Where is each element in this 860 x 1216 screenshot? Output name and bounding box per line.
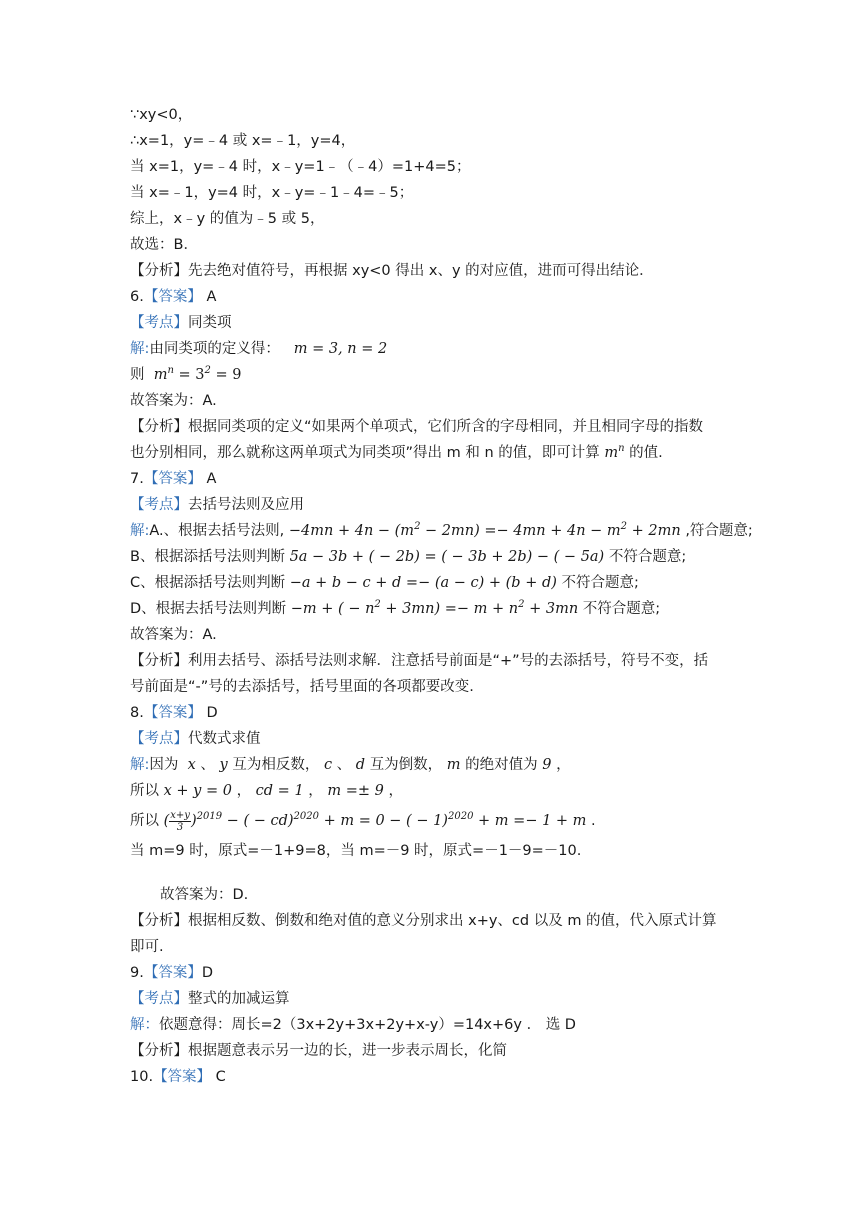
question-number: 10.	[130, 1069, 154, 1085]
topic-text: 去括号法则及应用	[188, 497, 304, 513]
question-number: 9.	[130, 965, 144, 981]
analysis-text: 根据相反数、倒数和绝对值的意义分别求出 x+y、cd 以及 m 的值，代入原式计算	[188, 913, 717, 929]
answer-value: A	[206, 471, 217, 487]
math-expression	[291, 601, 578, 617]
analysis-line	[130, 1038, 730, 1064]
solution-line: 综上，x﹣y 的值为﹣5 或 5，	[130, 211, 325, 227]
analysis-label: 【分析】	[130, 263, 188, 279]
math-superscript: n	[618, 443, 625, 454]
math-expression	[154, 367, 242, 383]
solution-label: 解:	[130, 757, 150, 773]
analysis-text: 的值.	[624, 445, 663, 461]
math-variable: m	[446, 757, 461, 773]
math-variable: x	[187, 757, 196, 773]
solution-text: 不符合题意;	[561, 575, 639, 591]
answer-line-q10	[130, 1064, 730, 1090]
solution-text: D、根据去括号法则判断	[130, 601, 287, 617]
solution-text: 互为倒数，	[369, 757, 443, 773]
solution-line	[130, 778, 730, 804]
solution-text: ，	[556, 757, 571, 773]
math-expression: −a + b − c + d =− (a − c) + (b + d)	[289, 575, 557, 591]
question-number: 6.	[130, 289, 144, 305]
topic-label: 【考点】	[130, 991, 188, 1007]
analysis-label: 【分析】	[130, 1043, 188, 1059]
solution-line	[130, 804, 730, 838]
solution-line	[130, 752, 730, 778]
topic-line	[130, 986, 730, 1012]
math-superscript: 2020	[293, 811, 319, 822]
math-part: = 3	[173, 367, 205, 383]
solution-text: 所以	[130, 813, 159, 829]
math-part: m	[604, 445, 619, 461]
analysis-text: 根据同类项的定义“如果两个单项式，它们所含的字母相同，并且相同字母的指数	[188, 419, 704, 435]
math-variable: c	[323, 757, 333, 773]
math-expression: 5a − 3b + ( − 2b) = ( − 3b + 2b) − ( − 5a)	[289, 549, 605, 565]
math-expression: m = 3, n = 2	[293, 341, 388, 357]
solution-text: ，	[308, 783, 323, 799]
math-expression: x + y = 0	[163, 783, 232, 799]
answer-line-q7	[130, 466, 730, 492]
analysis-text: 也分别相同，那么就称这两单项式为同类项”得出 m 和 n 的值，即可计算	[130, 445, 600, 461]
solution-text: A.、根据去括号法则,	[149, 523, 285, 539]
math-superscript: 2020	[447, 811, 474, 822]
math-superscript: 2	[374, 599, 381, 610]
math-variable: 9	[542, 757, 552, 773]
solution-text: 不符合题意;	[608, 549, 687, 565]
solution-line	[130, 336, 730, 362]
analysis-line	[130, 908, 730, 934]
solution-line: 当 x=﹣1，y=4 时，x﹣y=﹣1﹣4=﹣5；	[130, 185, 414, 201]
analysis-label: 【分析】	[130, 653, 188, 669]
math-expression: cd = 1	[255, 783, 304, 799]
solution-text: 依题意得：周长=2（3x+2y+3x+2y+x-y）=14x+6y ． 选 D	[159, 1017, 576, 1033]
solution-line: ∴x=1，y=﹣4 或 x=﹣1，y=4，	[130, 133, 356, 149]
solution-text: 因为	[149, 757, 179, 773]
solution-line: 故答案为：A.	[130, 627, 217, 643]
analysis-line	[130, 648, 730, 674]
math-expression	[289, 523, 681, 539]
math-variable: y	[219, 757, 228, 773]
topic-line	[130, 492, 730, 518]
math-part: + 3mn) =− m + n	[380, 601, 519, 617]
analysis-label: 【分析】	[130, 419, 188, 435]
math-superscript: n	[167, 365, 174, 376]
math-fraction	[169, 810, 191, 833]
solution-text: 不符合题意;	[582, 601, 661, 617]
math-part: −4mn + 4n − (m	[288, 523, 415, 539]
math-part: − 2mn) =− 4mn + 4n − m	[420, 523, 621, 539]
solution-line: 当 x=1，y=﹣4 时，x﹣y=1﹣（﹣4）=1+4=5；	[130, 159, 471, 175]
topic-label: 【考点】	[130, 497, 188, 513]
solution-line	[130, 1012, 730, 1038]
answer-label: 【答案】	[153, 1069, 212, 1085]
solution-text: 的绝对值为	[465, 757, 538, 773]
math-part: + 2mn	[627, 523, 681, 539]
solution-text: B、根据添括号法则判断	[130, 549, 285, 565]
math-expression: ( $\frac{x+y}{3}$ )$^{2019}$ − ( − cd)$^{2020}$ + m = 0 − ( − 1)$^{2020}$ + m =− 1 + m	[163, 809, 587, 833]
analysis-line	[130, 414, 730, 440]
solution-line	[130, 596, 730, 622]
topic-text: 整式的加减运算	[188, 991, 290, 1007]
analysis-text: 先去绝对值符号，再根据 xy<0 得出 x、y 的对应值，进而可得出结论．	[188, 263, 654, 279]
solution-text: C、根据添括号法则判断	[130, 575, 286, 591]
question-number: 8.	[130, 705, 144, 721]
math-variable: d	[355, 757, 366, 773]
analysis-line	[130, 440, 730, 466]
answer-value: A	[206, 289, 217, 305]
math-part: − ( − cd)	[222, 813, 294, 829]
answer-label: 【答案】	[143, 289, 202, 305]
math-superscript: 2	[414, 521, 421, 532]
spacer	[130, 864, 730, 882]
analysis-label: 【分析】	[130, 913, 188, 929]
solution-line	[130, 544, 730, 570]
solution-line: 当 m=9 时，原式=－1+9=8，当 m=－9 时，原式=－1－9=－10.	[130, 843, 582, 859]
solution-text: 所以	[130, 783, 159, 799]
topic-line	[130, 310, 730, 336]
answer-value: D	[201, 965, 214, 981]
solution-line: 故答案为：D.	[160, 887, 249, 903]
solution-label: 解:	[130, 341, 150, 357]
analysis-line: 号前面是“-”号的去添括号，括号里面的各项都要改变.	[130, 679, 474, 695]
answer-line-q9	[130, 960, 730, 986]
solution-text: ，	[388, 783, 403, 799]
solution-text: 由同类项的定义得：	[149, 341, 280, 357]
math-superscript: 2019	[196, 811, 223, 822]
topic-text: 同类项	[188, 315, 232, 331]
solution-text: ,符合题意;	[685, 523, 753, 539]
solution-label: 解：	[130, 1017, 159, 1033]
math-expression: m =± 9	[327, 783, 384, 799]
fraction-numerator: x+y	[170, 809, 190, 821]
math-superscript: 2	[518, 599, 525, 610]
math-part: + 3mn	[524, 601, 579, 617]
topic-label: 【考点】	[130, 731, 188, 747]
answer-value: D	[206, 705, 218, 721]
analysis-line	[130, 258, 730, 284]
solution-text: .	[591, 813, 596, 829]
solution-line	[130, 362, 730, 388]
math-part: −m + ( − n	[290, 601, 375, 617]
answer-value: C	[215, 1069, 226, 1085]
solution-text: 、	[200, 757, 215, 773]
answer-label: 【答案】	[143, 965, 202, 981]
math-part: + m = 0 − ( − 1)	[318, 813, 448, 829]
topic-text: 代数式求值	[188, 731, 261, 747]
analysis-line: 即可.	[130, 939, 164, 955]
solution-line: ∵xy<0，	[130, 107, 193, 123]
analysis-text: 根据题意表示另一边的长，进一步表示周长，化简	[188, 1043, 507, 1059]
solutions-content	[130, 102, 753, 1090]
analysis-text: 利用去括号、添括号法则求解．注意括号前面是“+”号的去添括号，符号不变，括	[188, 653, 709, 669]
solution-line	[130, 518, 753, 544]
solution-line	[130, 570, 730, 596]
math-superscript: 2	[204, 365, 211, 376]
solution-text: 互为相反数，	[232, 757, 320, 773]
topic-label: 【考点】	[130, 315, 188, 331]
answer-label: 【答案】	[143, 471, 202, 487]
math-part: m	[153, 367, 168, 383]
answer-line-q8	[130, 700, 730, 726]
answer-label: 【答案】	[143, 705, 202, 721]
solution-text: ，	[236, 783, 252, 799]
question-number: 7.	[130, 471, 144, 487]
solution-text: 、	[336, 757, 352, 773]
topic-line	[130, 726, 730, 752]
math-expression	[604, 445, 624, 461]
answer-line-q6	[130, 284, 730, 310]
math-superscript: 2	[620, 521, 628, 532]
fraction-denominator: 3	[176, 821, 184, 833]
solution-line: 故选：B．	[130, 237, 198, 253]
solution-label: 解:	[130, 523, 150, 539]
solution-line: 故答案为：A.	[130, 393, 217, 409]
solution-text: 则	[130, 367, 145, 383]
math-part: + m =− 1 + m	[473, 813, 587, 829]
math-part: = 9	[210, 367, 242, 383]
